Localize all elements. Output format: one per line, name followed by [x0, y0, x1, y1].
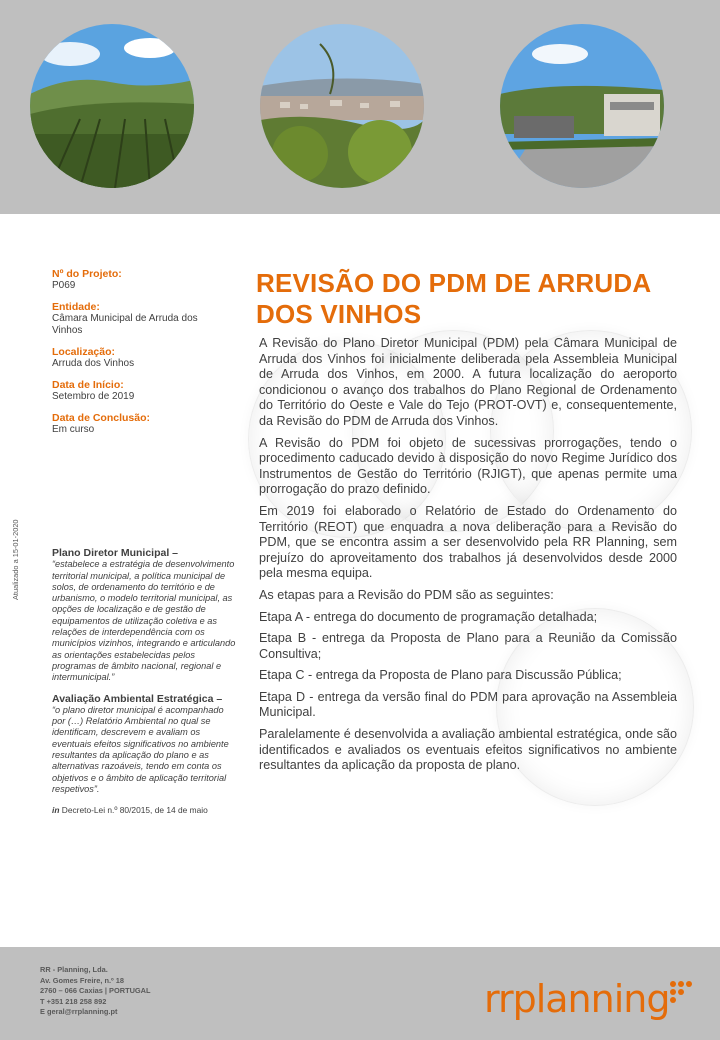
project-details: [52, 268, 232, 436]
logo-wordmark: rrplanning: [484, 977, 670, 1021]
project-number-label: Nº do Projeto:: [52, 268, 122, 280]
entity-value: Câmara Municipal de Arruda dos Vinhos: [52, 313, 198, 336]
definition-dash: –: [213, 692, 223, 705]
address-line: RR - Planning, Lda.: [40, 965, 108, 974]
company-address: [40, 965, 151, 1018]
location-value: Arruda dos Vinhos: [52, 358, 135, 369]
definitions: [52, 548, 238, 817]
definition-pdm: [52, 548, 238, 684]
body-paragraph: Etapa D - entrega da versão final do PDM para aprovação na Assembleia Municipal.: [259, 689, 677, 720]
body-paragraph: A Revisão do Plano Diretor Municipal (PDM) pela Câmara Municipal de Arruda dos Vinhos foi inicialmente deliberada pela Assembleia Municipal de Arruda dos Vinhos, em 2000. A futura localização do aeroporto condicionou o avanço dos trabalhos do Plano Regional de Ordenamento do Território do Oeste e Vale do Tejo (PROT-OVT) e, consequentemente, da Revisão do PDM de Arruda dos Vinhos.: [259, 336, 677, 428]
end-date-label: Data de Conclusão:: [52, 412, 151, 424]
body-paragraph: Em 2019 foi elaborado o Relatório de Estado do Ordenamento do Território (REOT) que enquadra a nova deliberação para a Revisão do PDM, que se encontra assim a ser desenvolvido pela RR Planning, sem prejuízo do aproveitamento dos trabalhos já desenvolvidos desde 2000 pela mesma equipa.: [259, 503, 677, 581]
body-paragraph: A Revisão do PDM foi objeto de sucessivas prorrogações, tendo o procedimento caducado devido à disposição do novo Regime Jurídico dos Instrumentos de Gestão do Território (RJIGT), que apenas permite uma prorrogação do prazo definido.: [259, 435, 677, 497]
address-line: 2760 – 066 Caxias | PORTUGAL: [40, 986, 151, 995]
address-line: Av. Gomes Freire, n.º 18: [40, 975, 125, 985]
legal-source: [52, 805, 238, 816]
source-text: Decreto-Lei n.º 80/2015, de 14 de maio: [59, 805, 208, 816]
vineyard-photo: [30, 24, 194, 188]
definition-text: “o plano diretor municipal é acompanhado por (…) Relatório Ambiental no qual se identificam, descrevem e avaliam os eventuais efeitos significativos no ambiente resultantes da aplicação do plano e as alternativas razoáveis, tendo em conta os objetivos e o âmbito de aplicação territorial respetivos”.: [52, 704, 229, 794]
definition-text: “estabelece a estratégia de desenvolvimento territorial municipal, a política municipal de solos, de ordenamento do território e de urbanismo, o modelo territorial municipal, as opções de localização e de gestão de equipamentos de utilização coletiva e as relações de interdependência com os municípios vizinhos, integrando e articulando as orientações estabelecidas pelos programas de âmbito nacional, regional e intermunicipal.”: [52, 559, 236, 683]
building-photo: [500, 24, 664, 188]
definition-title: Plano Diretor Municipal: [52, 547, 170, 559]
phone-line: T +351 218 258 892: [40, 996, 107, 1006]
body-paragraph: Etapa C - entrega da Proposta de Plano para Discussão Pública;: [259, 668, 622, 683]
location-label: Localização:: [52, 346, 116, 358]
project-number-value: P069: [52, 280, 76, 291]
definition-title: Avaliação Ambiental Estratégica: [52, 692, 214, 705]
town-view-photo: [260, 24, 424, 188]
body-text: [259, 336, 677, 780]
updated-note: Atualizado a 15-01-2020: [11, 519, 20, 600]
body-paragraph: Etapa B - entrega da Proposta de Plano para a Reunião da Comissão Consultiva;: [259, 631, 677, 661]
body-paragraph: Paralelamente é desenvolvida a avaliação ambiental estratégica, onde são identificados e avaliados os eventuais efeitos significativos no ambiente resultantes da aplicação da proposta de plano.: [259, 727, 677, 773]
definition-aae: [52, 694, 238, 796]
source-prefix: in: [52, 805, 60, 816]
definition-dash: –: [169, 547, 179, 559]
entity-label: Entidade:: [52, 301, 100, 313]
rrplanning-logo: [484, 977, 669, 1023]
email-line: E geral@rrplanning.pt: [40, 1007, 118, 1016]
logo-dots-icon: [670, 981, 692, 1003]
start-date-label: Data de Início:: [52, 379, 124, 391]
body-paragraph: As etapas para a Revisão do PDM são as seguintes:: [259, 587, 554, 602]
end-date-value: Em curso: [52, 424, 95, 435]
page-title: REVISÃO DO PDM DE ARRUDA DOS VINHOS: [256, 268, 651, 329]
body-paragraph: Etapa A - entrega do documento de programação detalhada;: [259, 609, 598, 624]
footer: [0, 947, 720, 1040]
start-date-value: Setembro de 2019: [52, 391, 135, 402]
header-photo-band: [0, 0, 720, 214]
